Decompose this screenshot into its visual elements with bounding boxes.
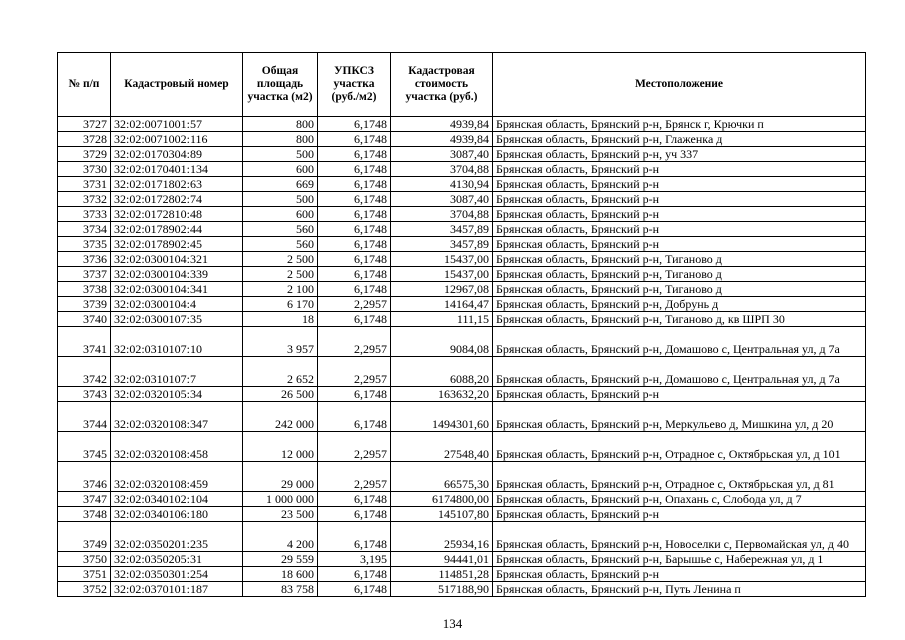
table-row xyxy=(58,147,866,162)
cadastral-value-cell: 6088,20 xyxy=(391,357,493,387)
cadastral-value-cell: 3457,89 xyxy=(391,222,493,237)
header-num: № п/п xyxy=(58,53,111,117)
location-cell: Брянская область, Брянский р-н, Тиганово д xyxy=(493,267,866,282)
cadastral-number-cell: 32:02:0178902:44 xyxy=(111,222,243,237)
location-cell: Брянская область, Брянский р-н, Тиганово д, кв ШРП 30 xyxy=(493,312,866,327)
area-cell: 29 559 xyxy=(243,552,318,567)
location-cell: Брянская область, Брянский р-н, Отрадное с, Октябрьская ул, д 101 xyxy=(493,432,866,462)
cadastral-value-cell: 1494301,60 xyxy=(391,402,493,432)
header-cadastral-value: Кадастровая стоимость участка (руб.) xyxy=(391,53,493,117)
upksz-cell: 6,1748 xyxy=(318,252,391,267)
location-cell: Брянская область, Брянский р-н, Меркульево д, Мишкина ул, д 20 xyxy=(493,402,866,432)
cadastral-value-cell: 3457,89 xyxy=(391,237,493,252)
area-cell: 2 500 xyxy=(243,267,318,282)
upksz-cell: 6,1748 xyxy=(318,237,391,252)
cadastral-value-cell: 94441,01 xyxy=(391,552,493,567)
location-cell: Брянская область, Брянский р-н xyxy=(493,237,866,252)
cadastral-value-cell: 4130,94 xyxy=(391,177,493,192)
row-number-cell: 3733 xyxy=(58,207,111,222)
area-cell: 560 xyxy=(243,237,318,252)
cadastral-number-cell: 32:02:0300104:4 xyxy=(111,297,243,312)
row-number-cell: 3748 xyxy=(58,507,111,522)
upksz-cell: 6,1748 xyxy=(318,312,391,327)
cadastral-number-cell: 32:02:0172802:74 xyxy=(111,192,243,207)
cadastral-value-cell: 3704,88 xyxy=(391,207,493,222)
row-number-cell: 3742 xyxy=(58,357,111,387)
upksz-cell: 6,1748 xyxy=(318,147,391,162)
cadastral-number-cell: 32:02:0320108:458 xyxy=(111,432,243,462)
location-cell: Брянская область, Брянский р-н, Тиганово д xyxy=(493,282,866,297)
cadastral-number-cell: 32:02:0300104:339 xyxy=(111,267,243,282)
header-location: Местоположение xyxy=(493,53,866,117)
area-cell: 800 xyxy=(243,117,318,132)
page-number: 134 xyxy=(442,616,463,631)
location-cell: Брянская область, Брянский р-н, Брянск г, Крючки п xyxy=(493,117,866,132)
cadastral-value-cell: 12967,08 xyxy=(391,282,493,297)
table-row xyxy=(58,222,866,237)
row-number-cell: 3729 xyxy=(58,147,111,162)
location-cell: Брянская область, Брянский р-н xyxy=(493,192,866,207)
area-cell: 2 652 xyxy=(243,357,318,387)
area-cell: 23 500 xyxy=(243,507,318,522)
location-cell: Брянская область, Брянский р-н, Барышье с, Набережная ул, д 1 xyxy=(493,552,866,567)
area-cell: 12 000 xyxy=(243,432,318,462)
table-row xyxy=(58,162,866,177)
cadastral-number-cell: 32:02:0300107:35 xyxy=(111,312,243,327)
area-cell: 560 xyxy=(243,222,318,237)
row-number-cell: 3735 xyxy=(58,237,111,252)
cadastral-number-cell: 32:02:0300104:341 xyxy=(111,282,243,297)
header-cadastral-number: Кадастровый номер xyxy=(111,53,243,117)
table-row xyxy=(58,207,866,222)
table-row xyxy=(58,507,866,522)
upksz-cell: 6,1748 xyxy=(318,282,391,297)
location-cell: Брянская область, Брянский р-н xyxy=(493,507,866,522)
location-cell: Брянская область, Брянский р-н, Домашово с, Центральная ул, д 7а xyxy=(493,327,866,357)
location-cell: Брянская область, Брянский р-н, Добрунь д xyxy=(493,297,866,312)
cadastral-value-cell: 3087,40 xyxy=(391,192,493,207)
location-cell: Брянская область, Брянский р-н xyxy=(493,162,866,177)
row-number-cell: 3732 xyxy=(58,192,111,207)
area-cell: 600 xyxy=(243,207,318,222)
area-cell: 500 xyxy=(243,192,318,207)
location-cell: Брянская область, Брянский р-н xyxy=(493,177,866,192)
location-cell: Брянская область, Брянский р-н, Путь Ленина п xyxy=(493,582,866,597)
upksz-cell: 6,1748 xyxy=(318,492,391,507)
table-row xyxy=(58,582,866,597)
upksz-cell: 6,1748 xyxy=(318,117,391,132)
upksz-cell: 6,1748 xyxy=(318,222,391,237)
row-number-cell: 3728 xyxy=(58,132,111,147)
upksz-cell: 6,1748 xyxy=(318,387,391,402)
row-number-cell: 3741 xyxy=(58,327,111,357)
table-row xyxy=(58,492,866,507)
row-number-cell: 3749 xyxy=(58,522,111,552)
cadastral-number-cell: 32:02:0178902:45 xyxy=(111,237,243,252)
cadastral-number-cell: 32:02:0320108:459 xyxy=(111,462,243,492)
cadastral-number-cell: 32:02:0300104:321 xyxy=(111,252,243,267)
location-cell: Брянская область, Брянский р-н xyxy=(493,567,866,582)
location-cell: Брянская область, Брянский р-н, Глаженка д xyxy=(493,132,866,147)
cadastral-number-cell: 32:02:0370101:187 xyxy=(111,582,243,597)
upksz-cell: 6,1748 xyxy=(318,567,391,582)
row-number-cell: 3752 xyxy=(58,582,111,597)
area-cell: 500 xyxy=(243,147,318,162)
cadastral-value-cell: 15437,00 xyxy=(391,252,493,267)
area-cell: 1 000 000 xyxy=(243,492,318,507)
cadastral-number-cell: 32:02:0170304:89 xyxy=(111,147,243,162)
header-row xyxy=(58,53,866,117)
upksz-cell: 6,1748 xyxy=(318,162,391,177)
cadastral-value-table-sheet xyxy=(57,52,865,597)
cadastral-number-cell: 32:02:0350205:31 xyxy=(111,552,243,567)
row-number-cell: 3745 xyxy=(58,432,111,462)
area-cell: 242 000 xyxy=(243,402,318,432)
table-row xyxy=(58,237,866,252)
row-number-cell: 3739 xyxy=(58,297,111,312)
row-number-cell: 3747 xyxy=(58,492,111,507)
upksz-cell: 2,2957 xyxy=(318,327,391,357)
row-number-cell: 3730 xyxy=(58,162,111,177)
cadastral-value-cell: 3704,88 xyxy=(391,162,493,177)
cadastral-value-cell: 27548,40 xyxy=(391,432,493,462)
row-number-cell: 3751 xyxy=(58,567,111,582)
table-row xyxy=(58,387,866,402)
location-cell: Брянская область, Брянский р-н, Отрадное с, Октябрьская ул, д 81 xyxy=(493,462,866,492)
cadastral-value-cell: 14164,47 xyxy=(391,297,493,312)
table-row xyxy=(58,312,866,327)
row-number-cell: 3738 xyxy=(58,282,111,297)
cadastral-number-cell: 32:02:0340106:180 xyxy=(111,507,243,522)
table-row xyxy=(58,267,866,282)
table-row xyxy=(58,177,866,192)
location-cell: Брянская область, Брянский р-н xyxy=(493,387,866,402)
table-row xyxy=(58,522,866,552)
area-cell: 26 500 xyxy=(243,387,318,402)
header-area: Общая площадь участка (м2) xyxy=(243,53,318,117)
cadastral-value-cell: 111,15 xyxy=(391,312,493,327)
location-cell: Брянская область, Брянский р-н, уч 337 xyxy=(493,147,866,162)
cadastral-value-cell: 4939,84 xyxy=(391,117,493,132)
cadastral-number-cell: 32:02:0350301:254 xyxy=(111,567,243,582)
area-cell: 3 957 xyxy=(243,327,318,357)
cadastral-value-cell: 25934,16 xyxy=(391,522,493,552)
area-cell: 6 170 xyxy=(243,297,318,312)
table-row xyxy=(58,432,866,462)
cadastral-value-cell: 517188,90 xyxy=(391,582,493,597)
upksz-cell: 2,2957 xyxy=(318,432,391,462)
upksz-cell: 6,1748 xyxy=(318,267,391,282)
table-row xyxy=(58,297,866,312)
row-number-cell: 3750 xyxy=(58,552,111,567)
area-cell: 600 xyxy=(243,162,318,177)
area-cell: 669 xyxy=(243,177,318,192)
area-cell: 18 600 xyxy=(243,567,318,582)
upksz-cell: 6,1748 xyxy=(318,207,391,222)
upksz-cell: 6,1748 xyxy=(318,177,391,192)
row-number-cell: 3744 xyxy=(58,402,111,432)
upksz-cell: 2,2957 xyxy=(318,297,391,312)
upksz-cell: 6,1748 xyxy=(318,192,391,207)
location-cell: Брянская область, Брянский р-н, Домашово с, Центральная ул, д 7а xyxy=(493,357,866,387)
cadastral-number-cell: 32:02:0340102:104 xyxy=(111,492,243,507)
row-number-cell: 3743 xyxy=(58,387,111,402)
cadastral-value-cell: 15437,00 xyxy=(391,267,493,282)
area-cell: 4 200 xyxy=(243,522,318,552)
table-row xyxy=(58,552,866,567)
row-number-cell: 3734 xyxy=(58,222,111,237)
row-number-cell: 3731 xyxy=(58,177,111,192)
area-cell: 18 xyxy=(243,312,318,327)
cadastral-number-cell: 32:02:0071002:116 xyxy=(111,132,243,147)
cadastral-number-cell: 32:02:0071001:57 xyxy=(111,117,243,132)
cadastral-number-cell: 32:02:0310107:7 xyxy=(111,357,243,387)
cadastral-value-cell: 163632,20 xyxy=(391,387,493,402)
cadastral-value-cell: 9084,08 xyxy=(391,327,493,357)
upksz-cell: 3,195 xyxy=(318,552,391,567)
cadastral-number-cell: 32:02:0170401:134 xyxy=(111,162,243,177)
row-number-cell: 3727 xyxy=(58,117,111,132)
table-row xyxy=(58,402,866,432)
cadastral-value-table xyxy=(57,52,866,597)
cadastral-value-cell: 114851,28 xyxy=(391,567,493,582)
upksz-cell: 6,1748 xyxy=(318,522,391,552)
table-row xyxy=(58,252,866,267)
area-cell: 83 758 xyxy=(243,582,318,597)
header-upksz: УПКСЗ участка (руб./м2) xyxy=(318,53,391,117)
table-row xyxy=(58,462,866,492)
cadastral-number-cell: 32:02:0172810:48 xyxy=(111,207,243,222)
row-number-cell: 3737 xyxy=(58,267,111,282)
area-cell: 800 xyxy=(243,132,318,147)
cadastral-number-cell: 32:02:0171802:63 xyxy=(111,177,243,192)
cadastral-number-cell: 32:02:0350201:235 xyxy=(111,522,243,552)
row-number-cell: 3740 xyxy=(58,312,111,327)
table-row xyxy=(58,357,866,387)
location-cell: Брянская область, Брянский р-н, Опахань с, Слобода ул, д 7 xyxy=(493,492,866,507)
table-row xyxy=(58,567,866,582)
location-cell: Брянская область, Брянский р-н, Новоселки с, Первомайская ул, д 40 xyxy=(493,522,866,552)
cadastral-value-cell: 145107,80 xyxy=(391,507,493,522)
table-row xyxy=(58,192,866,207)
location-cell: Брянская область, Брянский р-н xyxy=(493,222,866,237)
cadastral-value-cell: 4939,84 xyxy=(391,132,493,147)
row-number-cell: 3746 xyxy=(58,462,111,492)
area-cell: 2 100 xyxy=(243,282,318,297)
cadastral-value-cell: 66575,30 xyxy=(391,462,493,492)
upksz-cell: 6,1748 xyxy=(318,132,391,147)
table-row xyxy=(58,117,866,132)
upksz-cell: 2,2957 xyxy=(318,462,391,492)
row-number-cell: 3736 xyxy=(58,252,111,267)
table-row xyxy=(58,282,866,297)
cadastral-number-cell: 32:02:0320108:347 xyxy=(111,402,243,432)
location-cell: Брянская область, Брянский р-н xyxy=(493,207,866,222)
area-cell: 29 000 xyxy=(243,462,318,492)
table-row xyxy=(58,132,866,147)
upksz-cell: 6,1748 xyxy=(318,507,391,522)
cadastral-number-cell: 32:02:0320105:34 xyxy=(111,387,243,402)
cadastral-value-cell: 3087,40 xyxy=(391,147,493,162)
upksz-cell: 6,1748 xyxy=(318,402,391,432)
upksz-cell: 6,1748 xyxy=(318,582,391,597)
cadastral-value-cell: 6174800,00 xyxy=(391,492,493,507)
upksz-cell: 2,2957 xyxy=(318,357,391,387)
table-row xyxy=(58,327,866,357)
location-cell: Брянская область, Брянский р-н, Тиганово д xyxy=(493,252,866,267)
cadastral-number-cell: 32:02:0310107:10 xyxy=(111,327,243,357)
area-cell: 2 500 xyxy=(243,252,318,267)
